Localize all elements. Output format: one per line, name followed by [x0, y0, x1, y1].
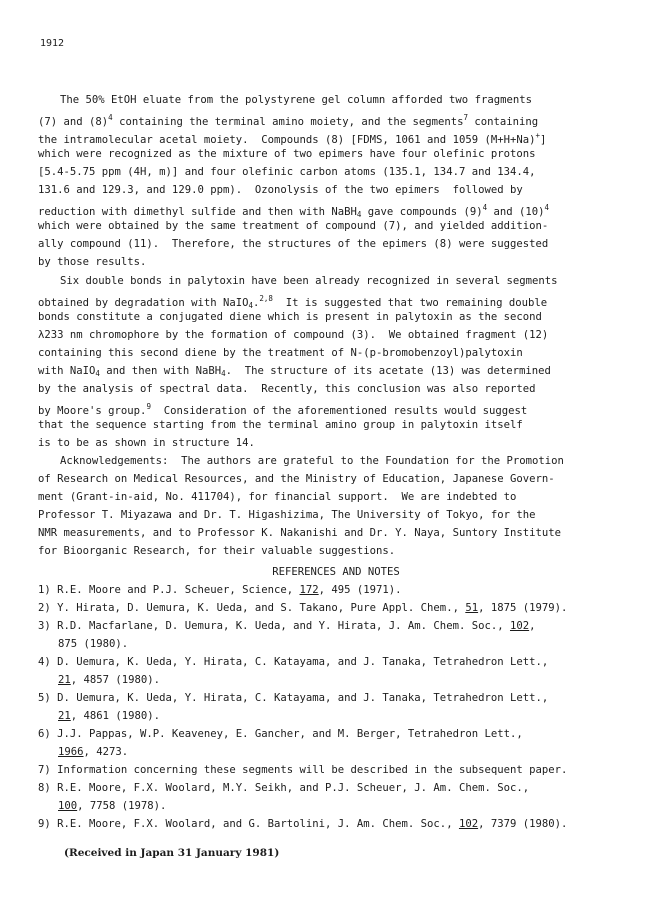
reference-continuation: 21, 4861 (1980).	[58, 710, 161, 722]
text-line: 131.6 and 129.3, and 129.0 ppm). Ozonolysis of the two epimers followed by	[38, 184, 523, 196]
text-line: Acknowledgements: The authors are grateful to the Foundation for the Promotion	[60, 455, 564, 467]
reference-item: 3) R.D. Macfarlane, D. Uemura, K. Ueda, and Y. Hirata, J. Am. Chem. Soc., 102,	[38, 620, 536, 632]
text-line: reduction with dimethyl sulfide and then with NaBH$_4$ gave compounds $(9)^4$ and $(10)^4$	[38, 203, 550, 219]
text-line: which were recognized as the mixture of two epimers have four olefinic protons	[38, 148, 536, 160]
text-line: for Bioorganic Research, for their valuable suggestions.	[38, 545, 396, 557]
references-heading: REFERENCES AND NOTES	[272, 566, 400, 578]
reference-item: 7) Information concerning these segments will be described in the subsequent paper.	[38, 764, 568, 776]
reference-item: 1) R.E. Moore and P.J. Scheuer, Science, 172, 495 (1971).	[38, 584, 402, 596]
text-line: λ233 nm chromophore by the formation of compound (3). We obtained fragment (12)	[38, 329, 549, 341]
text-line: The 50% EtOH eluate from the polystyrene gel column afforded two fragments	[60, 94, 532, 106]
text-line: containing this second diene by the treatment of N-(p-bromobenzoyl)palytoxin	[38, 347, 523, 359]
text-line: which were obtained by the same treatment of compound (7), and yielded addition-	[38, 220, 549, 232]
text-line: by the analysis of spectral data. Recently, this conclusion was also reported	[38, 383, 536, 395]
text-line: with NaIO$_4$ and then with NaBH$_4$. The structure of its acetate (13) was determined	[38, 365, 551, 378]
reference-item: 5) D. Uemura, K. Ueda, Y. Hirata, C. Katayama, and J. Tanaka, Tetrahedron Lett.,	[38, 692, 549, 704]
text-line: Six double bonds in palytoxin have been already recognized in several segments	[60, 275, 558, 287]
text-line: [5.4-5.75 ppm (4H, m)] and four olefinic carbon atoms (135.1, 134.7 and 134.4,	[38, 166, 536, 178]
text-line: ment (Grant-in-aid, No. 411704), for financial support. We are indebted to	[38, 491, 517, 503]
text-line: by those results.	[38, 256, 147, 268]
received-date: (Received in Japan 31 January 1981)	[64, 847, 280, 859]
reference-continuation: 100, 7758 (1978).	[58, 800, 167, 812]
text-line: ally compound (11). Therefore, the structures of the epimers (8) were suggested	[38, 238, 549, 250]
text-line: (7) and $(8)^4$ containing the terminal amino moiety, and the segments$^7$ containing	[38, 113, 539, 128]
page-number: 1912	[40, 38, 65, 49]
text-line: NMR measurements, and to Professor K. Nakanishi and Dr. Y. Naya, Suntory Institute	[38, 527, 561, 539]
text-line: Professor T. Miyazawa and Dr. T. Higashizima, The University of Tokyo, for the	[38, 509, 536, 521]
reference-continuation: 1966, 4273.	[58, 746, 129, 758]
reference-item: 6) J.J. Pappas, W.P. Keaveney, E. Gancher, and M. Berger, Tetrahedron Lett.,	[38, 728, 523, 740]
reference-item: 4) D. Uemura, K. Ueda, Y. Hirata, C. Katayama, and J. Tanaka, Tetrahedron Lett.,	[38, 656, 549, 668]
reference-item: 8) R.E. Moore, F.X. Woolard, M.Y. Seikh, and P.J. Scheuer, J. Am. Chem. Soc.,	[38, 782, 530, 794]
text-line: is to be as shown in structure 14.	[38, 437, 255, 449]
text-line: by Moore's group.$^9$ Consideration of the aforementioned results would suggest	[38, 402, 528, 417]
reference-item: 2) Y. Hirata, D. Uemura, K. Ueda, and S. Takano, Pure Appl. Chem., 51, 1875 (1979).	[38, 602, 568, 614]
text-line: bonds constitute a conjugated diene which is present in palytoxin as the second	[38, 311, 542, 323]
text-line: of Research on Medical Resources, and the Ministry of Education, Japanese Govern-	[38, 473, 555, 485]
reference-item: 9) R.E. Moore, F.X. Woolard, and G. Bartolini, J. Am. Chem. Soc., 102, 7379 (1980).	[38, 818, 568, 830]
reference-continuation: 875 (1980).	[58, 638, 129, 650]
reference-continuation: 21, 4857 (1980).	[58, 674, 161, 686]
text-line: the intramolecular acetal moiety. Compounds (8) [FDMS, 1061 and 1059 (M+H+Na)+]	[38, 131, 547, 146]
text-line: obtained by degradation with NaIO$_4$.$^{2,8}$ It is suggested that two remaining double	[38, 294, 548, 310]
text-line: that the sequence starting from the terminal amino group in palytoxin itself	[38, 419, 523, 431]
